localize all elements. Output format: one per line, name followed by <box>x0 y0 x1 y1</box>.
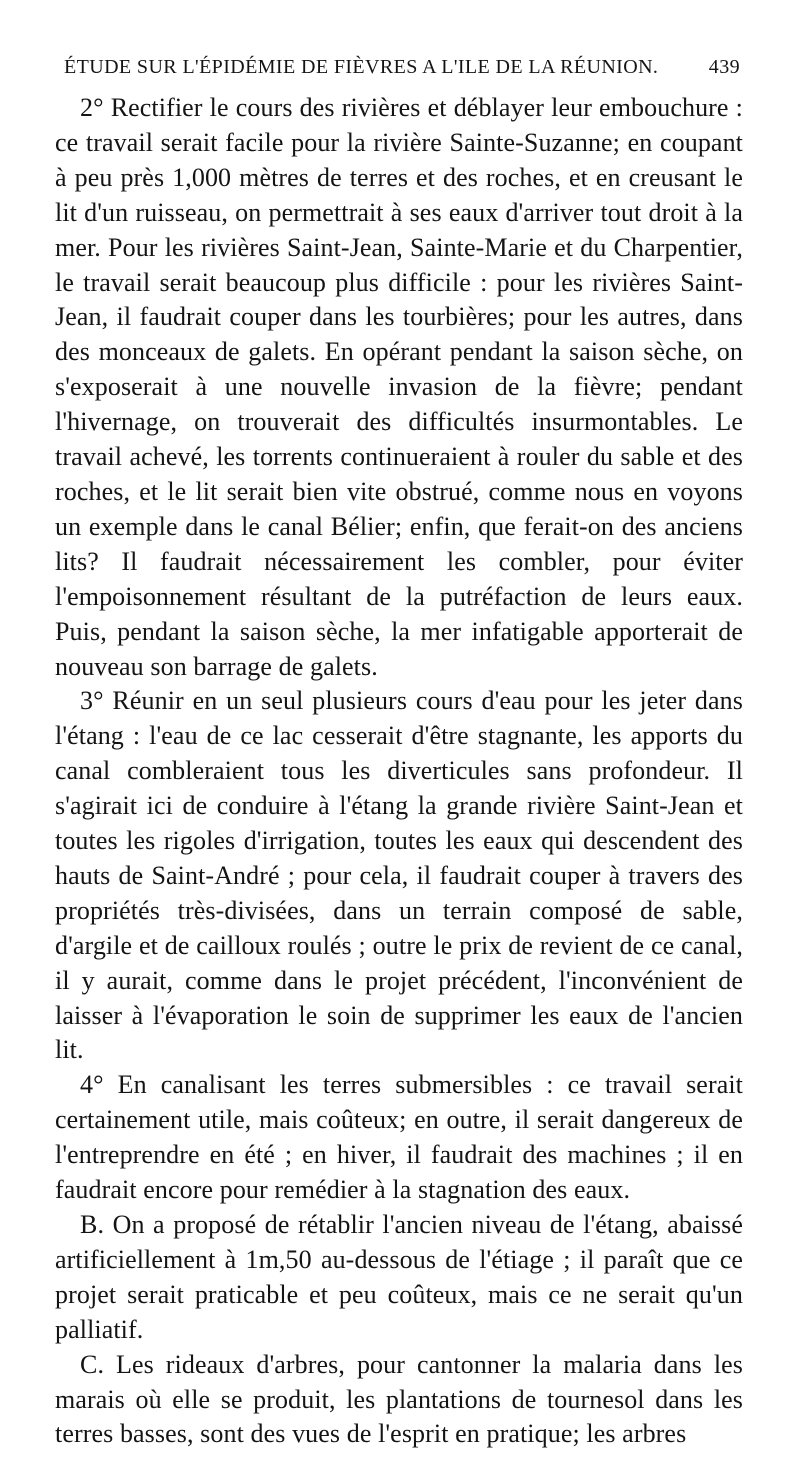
running-header <box>64 56 740 90</box>
running-title: ÉTUDE SUR L'ÉPIDÉMIE DE FIÈVRES A L'ILE DE LA RÉUNION. <box>64 56 659 78</box>
paragraph-section-b: B. On a proposé de rétablir l'ancien niveau de l'étang, abaissé artificiellement à 1m,50 au-dessous de l'étiage ; il paraît que ce projet serait praticable et peu coûteux, mais ce ne serait qu'un palliatif. <box>55 1210 743 1344</box>
paragraph-section-c: C. Les rideaux d'arbres, pour cantonner la malaria dans les marais où elle se produit, les plantations de tournesol dans les terres basses, sont des vues de l'esprit en pratique; les arbres <box>55 1349 743 1449</box>
body-text <box>55 91 743 1452</box>
paragraph-item-4: 4° En canalisant les terres submersibles : ce travail serait certainement utile, mais coûteux; en outre, il serait dangereux de l'entreprendre en été ; en hiver, il faudrait des machines ; il en faudrait encore pour remédier à la stagnation des eaux. <box>55 1070 743 1205</box>
paragraph-item-2: 2° Rectifier le cours des rivières et déblayer leur embouchure : ce travail serait facile pour la rivière Sainte-Suzanne; en coupant à peu près 1,000 mètres de terres et des roches, et en creusant le lit d'un ruisseau, on permettrait à ses eaux d'arriver tout droit à la mer. Pour les rivières Saint-Jean, Sainte-Marie et du Charpentier, le travail serait beaucoup plus difficile : pour les rivières Saint-Jean, il faudrait couper dans les tourbières; pour les autres, dans des monceaux de galets. En opérant pendant la saison sèche, on s'exposerait à une nouvelle invasion de la fièvre; pendant l'hivernage, on trouverait des difficultés insurmontables. Le travail achevé, les torrents continueraient à rouler du sable et des roches, et le lit serait bien vite obstrué, comme nous en voyons un exemple dans le canal Bélier; enfin, que ferait-on des anciens lits? Il faudrait nécessairement les combler, pour éviter l'empoisonnement résultant de la putréfaction de leurs eaux. Puis, pendant la saison sèche, la mer infatigable apporterait de nouveau son barrage de galets. <box>55 93 743 681</box>
paragraph-item-3: 3° Réunir en un seul plusieurs cours d'eau pour les jeter dans l'étang : l'eau de ce lac cesserait d'être stagnante, les apports du canal combleraient tous les diverticules sans profondeur. Il s'agirait ici de conduire à l'étang la grande rivière Saint-Jean et toutes les rigoles d'irrigation, toutes les eaux qui descendent des hauts de Saint-André ; pour cela, il faudrait couper à travers des propriétés très-divisées, dans un terrain composé de sable, d'argile et de cailloux roulés ; outre le prix de revient de ce canal, il y aurait, comme dans le projet précédent, l'inconvénient de laisser à l'évaporation le soin de supprimer les eaux de l'ancien lit. <box>55 686 743 1065</box>
page-number: 439 <box>708 56 740 78</box>
